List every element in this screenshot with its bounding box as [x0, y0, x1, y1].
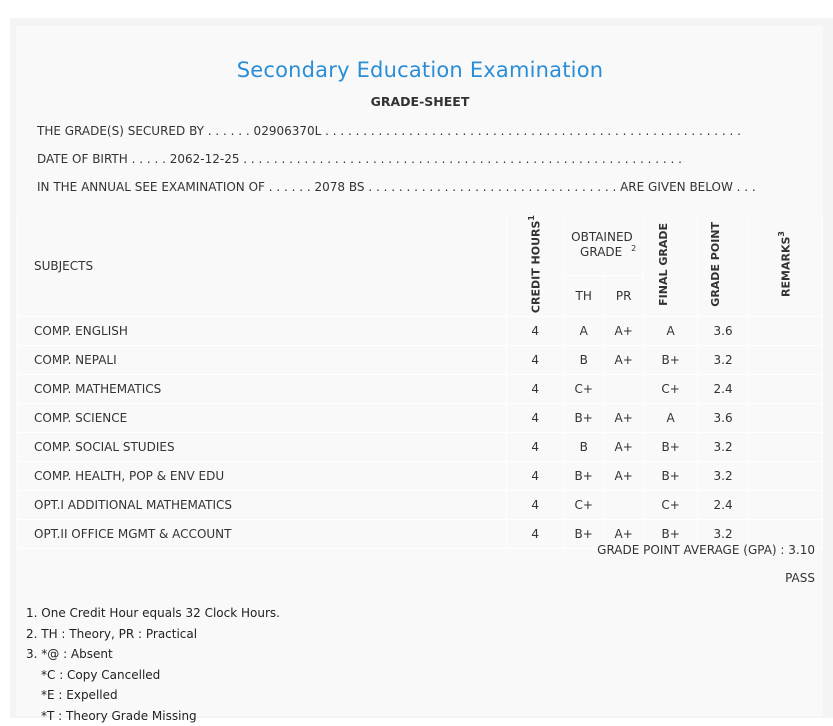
footnote-item: 2. TH : Theory, PR : Practical — [26, 624, 280, 645]
grade-sheet-heading: GRADE-SHEET — [0, 94, 833, 109]
practical-grade-cell: A+ — [604, 462, 644, 491]
practical-grade-cell: A+ — [604, 317, 644, 346]
theory-grade-cell: B — [564, 346, 604, 375]
practical-header: PR — [604, 275, 644, 316]
remarks-cell — [749, 375, 823, 404]
remarks-cell — [749, 317, 823, 346]
footnotes — [26, 603, 280, 726]
credit-hours-cell: 4 — [507, 491, 564, 520]
theory-grade-cell: B+ — [564, 520, 604, 549]
subject-cell: OPT.II OFFICE MGMT & ACCOUNT — [18, 520, 507, 549]
practical-grade-cell: A+ — [604, 433, 644, 462]
table-row — [18, 462, 823, 491]
remarks-cell — [749, 346, 823, 375]
credit-hours-cell: 4 — [507, 462, 564, 491]
theory-grade-cell: C+ — [564, 375, 604, 404]
subject-cell: COMP. ENGLISH — [18, 317, 507, 346]
remarks-cell — [749, 462, 823, 491]
practical-grade-cell: A+ — [604, 520, 644, 549]
remarks-cell — [749, 404, 823, 433]
final-grade-cell: A — [644, 404, 698, 433]
footnote-item: 3. *@ : Absent — [26, 644, 280, 665]
subject-cell: COMP. HEALTH, POP & ENV EDU — [18, 462, 507, 491]
grade-point-header: GRADE POINT — [698, 215, 749, 317]
grade-point-cell: 2.4 — [698, 375, 749, 404]
grade-point-cell: 2.4 — [698, 491, 749, 520]
theory-header: TH — [564, 275, 604, 316]
table-row — [18, 433, 823, 462]
footnote-item: *T : Theory Grade Missing — [26, 706, 280, 726]
practical-grade-cell: A+ — [604, 346, 644, 375]
grade-point-cell: 3.6 — [698, 317, 749, 346]
credit-hours-cell: 4 — [507, 375, 564, 404]
examination-line: IN THE ANNUAL SEE EXAMINATION OF . . . . . . 2078 BS . . . . . . . . . . . . . . . . . . . . . . . . . . . . . . . . . ARE GIVEN BELOW . . . — [37, 180, 756, 194]
table-row — [18, 375, 823, 404]
final-grade-cell: C+ — [644, 375, 698, 404]
table-row — [18, 317, 823, 346]
remarks-header: REMARKS$^3$ — [749, 215, 823, 317]
practical-grade-cell: A+ — [604, 404, 644, 433]
table-row — [18, 404, 823, 433]
grade-point-cell: 3.2 — [698, 346, 749, 375]
remarks-cell — [749, 433, 823, 462]
final-grade-header: FINAL GRADE — [644, 215, 698, 317]
subject-cell: COMP. MATHEMATICS — [18, 375, 507, 404]
obtained-grade-header: OBTAINED GRADE $^2$ — [564, 215, 644, 275]
gpa-summary: GRADE POINT AVERAGE (GPA) : 3.10 — [597, 543, 815, 557]
final-grade-cell: C+ — [644, 491, 698, 520]
grades-table — [17, 215, 823, 549]
exam-title: Secondary Education Examination — [0, 58, 833, 82]
practical-grade-cell — [604, 375, 644, 404]
subject-cell: OPT.I ADDITIONAL MATHEMATICS — [18, 491, 507, 520]
result-status: PASS — [785, 571, 815, 585]
footnote-item: 1. One Credit Hour equals 32 Clock Hours. — [26, 603, 280, 624]
final-grade-cell: B+ — [644, 433, 698, 462]
subject-cell: COMP. SCIENCE — [18, 404, 507, 433]
grade-point-cell: 3.2 — [698, 520, 749, 549]
subject-cell: COMP. NEPALI — [18, 346, 507, 375]
final-grade-cell: B+ — [644, 462, 698, 491]
grade-point-cell: 3.2 — [698, 462, 749, 491]
credit-hours-cell: 4 — [507, 404, 564, 433]
date-of-birth-line: DATE OF BIRTH . . . . . 2062-12-25 . . . . . . . . . . . . . . . . . . . . . . . . . . . . . . . . . . . . . . . . . . . . . . . . . . . . . . . . . . — [37, 152, 682, 166]
theory-grade-cell: B+ — [564, 404, 604, 433]
table-row — [18, 491, 823, 520]
grade-point-cell: 3.2 — [698, 433, 749, 462]
footnote-item: *C : Copy Cancelled — [26, 665, 280, 686]
theory-grade-cell: C+ — [564, 491, 604, 520]
subject-cell: COMP. SOCIAL STUDIES — [18, 433, 507, 462]
theory-grade-cell: B+ — [564, 462, 604, 491]
grade-point-cell: 3.6 — [698, 404, 749, 433]
credit-hours-header: CREDIT HOURS$^1$ — [507, 215, 564, 317]
practical-grade-cell — [604, 491, 644, 520]
student-symbol-line: THE GRADE(S) SECURED BY . . . . . . 02906370L . . . . . . . . . . . . . . . . . . . . . . . . . . . . . . . . . . . . . . . . . . . . . . . . . . . . . . . — [37, 124, 741, 138]
final-grade-cell: B+ — [644, 346, 698, 375]
theory-grade-cell: A — [564, 317, 604, 346]
remarks-cell — [749, 491, 823, 520]
credit-hours-cell: 4 — [507, 433, 564, 462]
theory-grade-cell: B — [564, 433, 604, 462]
credit-hours-cell: 4 — [507, 520, 564, 549]
final-grade-cell: A — [644, 317, 698, 346]
final-grade-cell: B+ — [644, 520, 698, 549]
credit-hours-cell: 4 — [507, 317, 564, 346]
subjects-header: SUBJECTS — [18, 215, 507, 317]
credit-hours-cell: 4 — [507, 346, 564, 375]
footnote-item: *E : Expelled — [26, 685, 280, 706]
table-row — [18, 346, 823, 375]
